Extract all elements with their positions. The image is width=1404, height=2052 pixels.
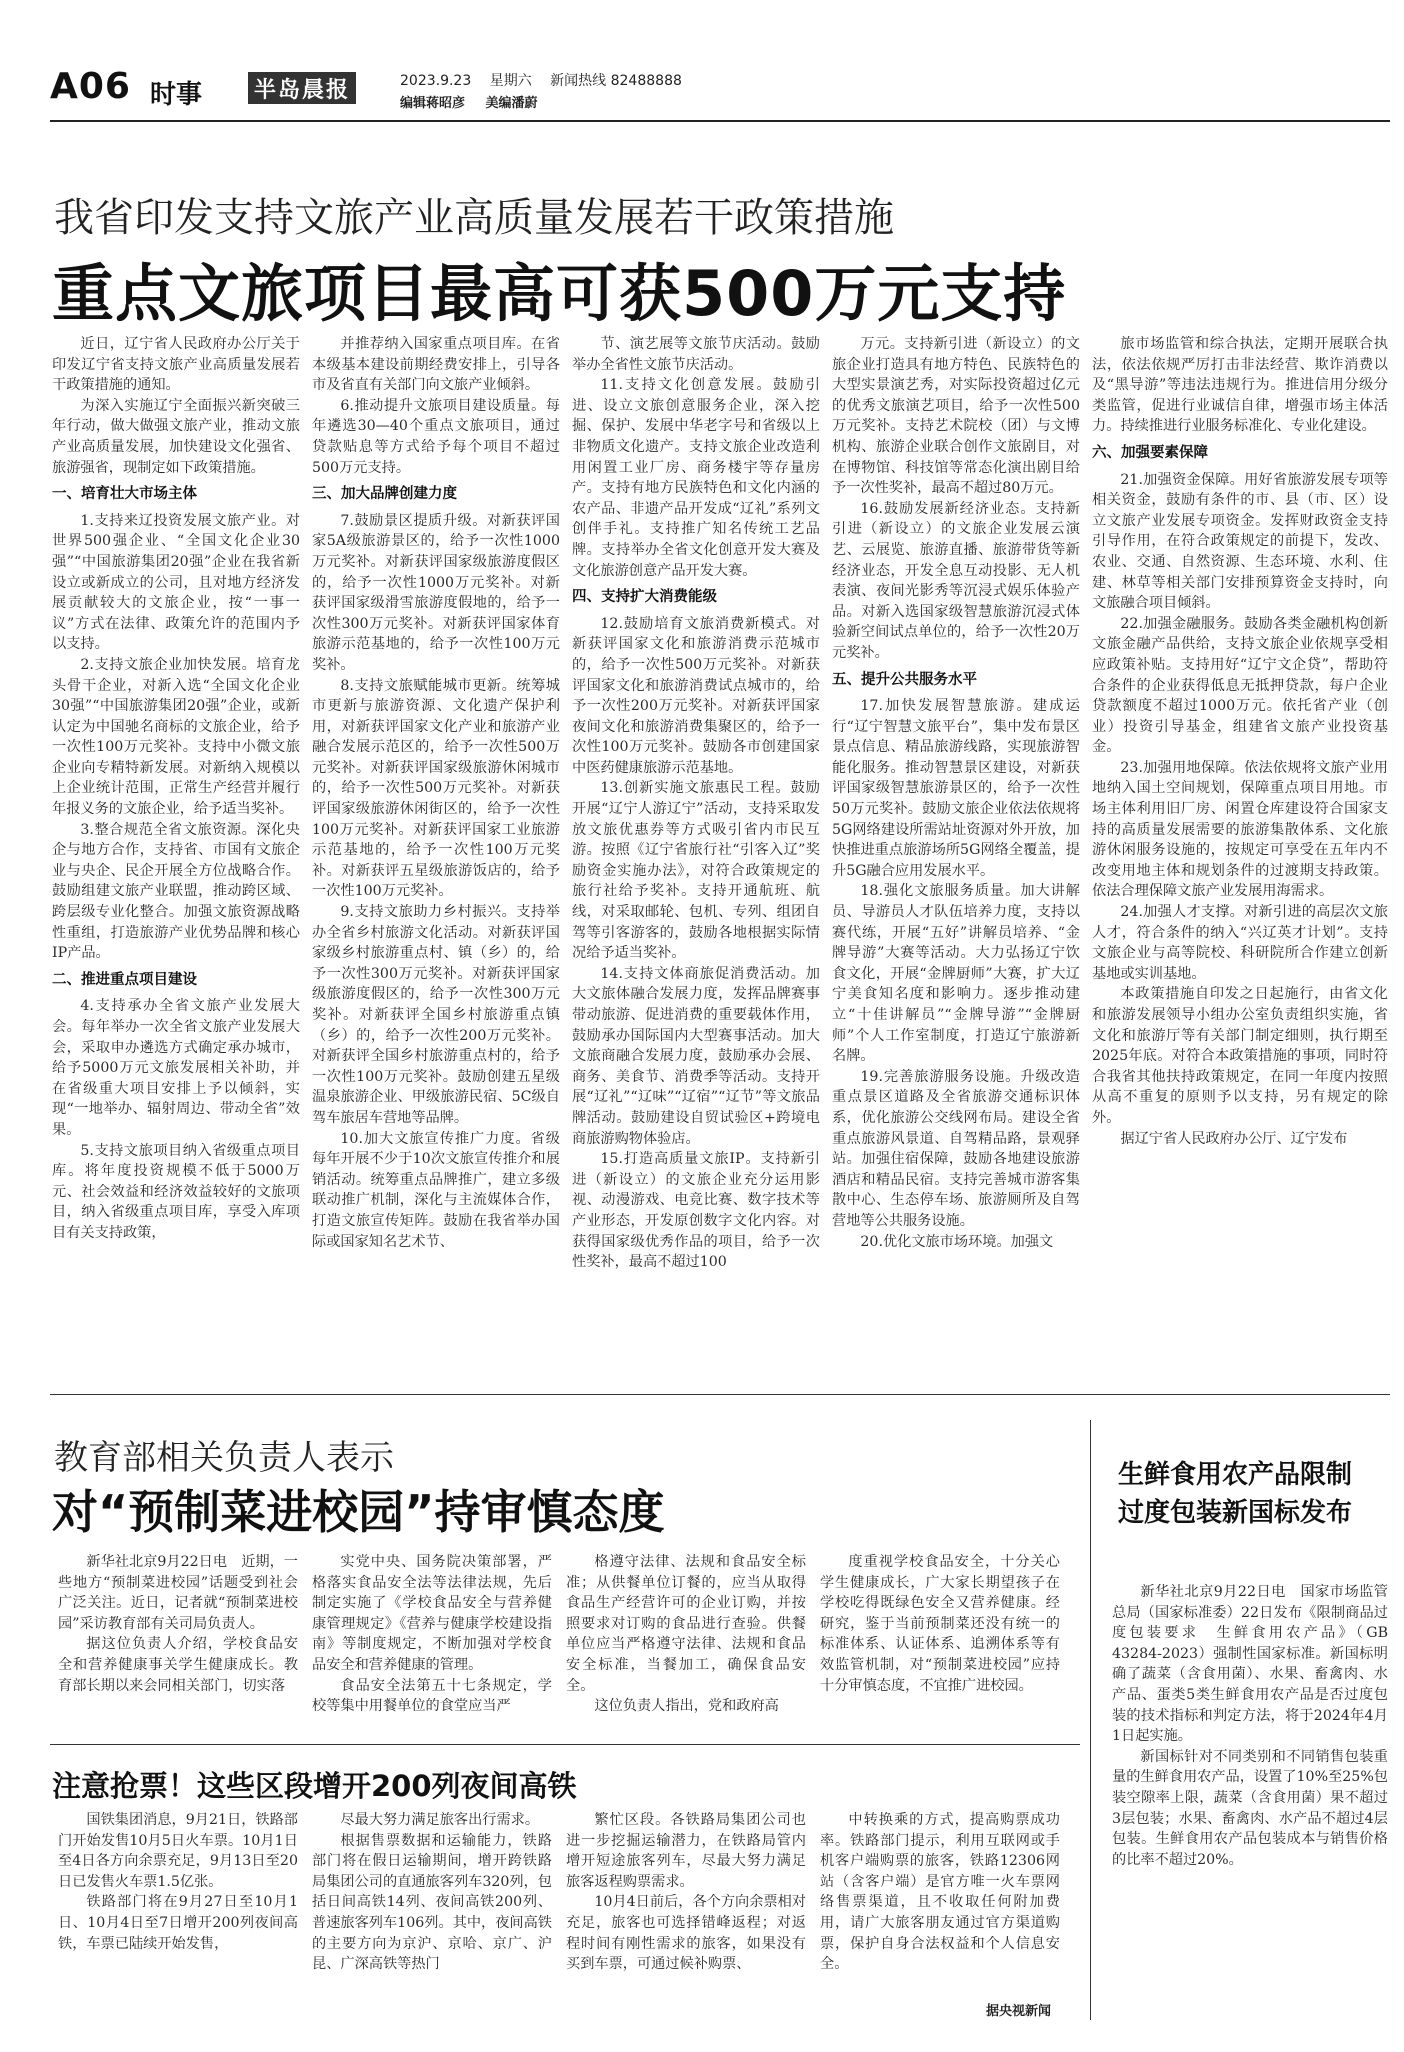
article2-headline: 对“预制菜进校园”持审慎态度 — [52, 1485, 665, 1539]
sidebar-divider — [1090, 1420, 1091, 2020]
header-meta — [400, 70, 696, 90]
article1-paragraph: 21.加强资金保障。用好省旅游发展专项等相关资金，鼓励有条件的市、县（市、区）设立文旅产业发展专项资金。发挥财政资金支持引导作用，在符合政策规定的前提下，发改、农业、交通、自然资源、生态环境、水利、住建、林草等相关部门安排预算资金支持时，向文旅融合项目倾斜。 — [1092, 471, 1388, 612]
article1-column-3 — [572, 334, 820, 1380]
section-divider — [50, 1394, 1390, 1395]
article1-paragraph: 20.优化文旅市场环境。加强文 — [860, 1233, 1054, 1250]
article3-paragraph: 根据售票数据和运输能力，铁路部门将在假日运输期间，增开跨铁路局集团公司的直通旅客列车320列，包括日间高铁14列、夜间高铁200列、普速旅客列车106列。其中，夜间高铁的主要方向为京沪、京哈、京广、沪昆、广深高铁等热门 — [312, 1832, 552, 1973]
article2-paragraph: 这位负责人指出，党和政府高 — [594, 1698, 779, 1715]
article1-paragraph: 12.鼓励培育文旅消费新模式。对新获评国家文化和旅游消费示范城市的，给予一次性500万元奖补。对新获评国家文化和旅游消费试点城市的，给予一次性200万元奖补。对新获评国家夜间文化和旅游消费集聚区的，给予一次性100万元奖补。鼓励各市创建国家中医药健康旅游示范基地。 — [572, 615, 820, 776]
article1-subheading: 四、支持扩大消费能级 — [572, 589, 717, 606]
article1-paragraph: 近日，辽宁省人民政府办公厅关于印发辽宁省支持文旅产业高质量发展若干政策措施的通知。 — [52, 336, 300, 394]
article1-column-5 — [1092, 334, 1388, 1380]
article1-paragraph: 7.鼓励景区提质升级。对新获评国家5A级旅游景区的，给予一次性1000万元奖补。对新获评国家级旅游度假区的，给予一次性1000万元奖补。对新获评国家级滑雪旅游度假地的，给予一次性300万元奖补。对新获评国家体育旅游示范基地的，给予一次性100万元奖补。 — [312, 512, 560, 673]
article1-paragraph: 10.加大文旅宣传推广力度。省级每年开展不少于10次文旅宣传推介和展销活动。统筹重点品牌推广，建立多级联动推广机制，深化与主流媒体合作，打造文旅宣传矩阵。鼓励在我省举办国际或国家知名艺术节、 — [312, 1130, 560, 1250]
header-editors — [400, 92, 554, 111]
article1-column-1 — [52, 334, 300, 1380]
sidebar-paragraph: 新华社北京9月22日电 国家市场监管总局（国家标准委）22日发布《限制商品过度包装要求 生鲜食用农产品》（GB 43284-2023）强制性国家标准。新国标明确了蔬菜（含食用菌）、水果、畜禽肉、水产品、蛋类5类生鲜食用农产品是否过度包装的技术指标和判定方法，将于2024年4月1日起实施。 — [1112, 1584, 1388, 1745]
article1-paragraph: 据辽宁省人民政府办公厅、辽宁发布 — [1120, 1130, 1348, 1147]
sidebar-title: 生鲜食用农产品限制过度包装新国标发布 — [1118, 1460, 1353, 1528]
article3-column-4 — [820, 1810, 1060, 1996]
article1-headline: 重点文旅项目最高可获500万元支持 — [52, 257, 1067, 330]
article3-headline: 注意抢票！这些区段增开200列夜间高铁 — [52, 1769, 577, 1803]
article1-paragraph: 18.强化文旅服务质量。加大讲解员、导游员人才队伍培养力度，支持以赛代练，开展“五好”讲解员培养、“金牌导游”大赛等活动。大力弘扬辽宁饮食文化，开展“金牌厨师”大赛，扩大辽宁美食知名度和影响力。逐步推动建立“十佳讲解员”“金牌导游”“金牌厨师”个人工作室制度，打造辽宁旅游新名牌。 — [832, 883, 1080, 1065]
article1-subheading: 六、加强要素保障 — [1092, 444, 1208, 461]
article1-paragraph: 5.支持文旅项目纳入省级重点项目库。将年度投资规模不低于5000万元、社会效益和经济效益较好的文旅项目，纳入省级重点项目库，享受入库项目有关支持政策， — [52, 1142, 300, 1241]
article1-paragraph: 6.推动提升文旅项目建设质量。每年遴选30—40个重点文旅项目，通过贷款贴息等方式给予每个项目不超过500万元支持。 — [312, 397, 560, 476]
article1-paragraph: 13.创新实施文旅惠民工程。鼓励开展“辽宁人游辽宁”活动，支持采取发放文旅优惠券等方式吸引省内市民互游。按照《辽宁省旅行社“引客入辽”奖励资金实施办法》，对符合政策规定的旅行社给予奖补。支持开通航班、航线，对采取邮轮、包机、专列、组团自驾等引客游客的，鼓励各地根据实际情况给予适当奖补。 — [572, 780, 820, 962]
article1-paragraph: 22.加强金融服务。鼓励各类金融机构创新文旅金融产品供给，支持文旅企业依规享受相应政策补贴。支持用好“辽宁文企贷”，帮助符合条件的企业获得低息无抵押贷款，每户企业贷款额度不超过1000万元。依托省产业（创业）投资引导基金，组建省文旅产业投资基金。 — [1092, 615, 1388, 756]
article1-paragraph: 1.支持来辽投资发展文旅产业。对世界500强企业、“全国文化企业30强”“中国旅游集团20强”企业在我省新设立或新成立的公司，且对地方经济发展贡献较大的文旅企业，按“一事一议”方式在法律、政策允许的范围内予以支持。 — [52, 512, 300, 653]
article3-column-1 — [58, 1810, 298, 2018]
article1-paragraph: 9.支持文旅助力乡村振兴。支持举办全省乡村旅游文化活动。对新获评国家级乡村旅游重点村、镇（乡）的，给予一次性300万元奖补。对新获评国家级旅游度假区的，给予一次性300万元奖补。对新获评全国乡村旅游重点镇（乡）的，给予一次性200万元奖补。对新获评全国乡村旅游重点村的，给予一次性100万元奖补。鼓励创建五星级温泉旅游企业、甲级旅游民宿、5C级自驾车旅居车营地等品牌。 — [312, 904, 560, 1126]
article1-paragraph: 11.支持文化创意发展。鼓励引进、设立文旅创意服务企业，深入挖掘、保护、发展中华老字号和省级以上非物质文化遗产。支持文旅企业改造利用闲置工业厂房、商务楼宇等存量房产。支持有地方民族特色和文化内涵的农产品、非遗产品开发成“辽礼”系列文创伴手礼。支持推广知名传统工艺品牌。支持举办全省文化创意开发大赛及文化旅游创意产品开发大赛。 — [572, 377, 820, 579]
issue-weekday: 星期六 — [489, 73, 532, 89]
section-name: 时事 — [150, 80, 203, 110]
newspaper-logo: 半岛晨报 — [248, 72, 356, 104]
article3-credit: 据央视新闻 — [986, 2004, 1052, 2019]
article2-column-4 — [820, 1552, 1060, 1734]
article1-kicker: 我省印发支持文旅产业高质量发展若干政策措施 — [54, 195, 894, 241]
article2-paragraph: 新华社北京9月22日电 近期，一些地方“预制菜进校园”话题受到社会广泛关注。近日，记者就“预制菜进校园”采访教育部有关司局负责人。 — [58, 1554, 298, 1632]
article3-paragraph: 尽最大努力满足旅客出行需求。 — [340, 1812, 540, 1828]
article2-paragraph: 据这位负责人介绍，学校食品安全和营养健康事关学生健康成长。教育部长期以来会同相关部门，切实落 — [58, 1636, 298, 1694]
article1-paragraph: 节、演艺展等文旅节庆活动。鼓励举办全省性文旅节庆活动。 — [572, 336, 820, 373]
article1-paragraph: 4.支持承办全省文旅产业发展大会。每年举办一次全省文旅产业发展大会，采取申办遴选方式确定承办城市，给予5000万元文旅发展相关补助，并在省级重大项目安排上予以倾斜，实现“一地举办、辐射周边、带动全省”效果。 — [52, 998, 300, 1138]
article1-paragraph: 15.打造高质量文旅IP。支持新引进（新设立）的文旅企业充分运用影视、动漫游戏、电竞比赛、数字技术等产业形态，开发原创数字文化内容。对获得国家级优秀作品的项目，给予一次性奖补，最高不超过100 — [572, 1151, 820, 1271]
news-hotline: 新闻热线 82488888 — [550, 73, 682, 89]
issue-date: 2023.9.23 — [400, 73, 472, 89]
article1-paragraph: 19.完善旅游服务设施。升级改造重点景区道路及全省旅游交通标识体系，优化旅游公交线网布局。建设全省重点旅游风景道、自驾精品路，景观驿站。加强住宿保障，鼓励各地建设旅游酒店和精品民宿。支持完善城市游客集散中心、生态停车场、旅游厕所及自驾营地等公共服务设施。 — [832, 1068, 1080, 1229]
article3-paragraph: 铁路部门将在9月27日至10月1日、10月4日至7日增开200列夜间高铁，车票已陆续开始发售， — [58, 1894, 298, 1952]
article1-subheading: 一、培育壮大市场主体 — [52, 486, 197, 503]
article2-kicker: 教育部相关负责人表示 — [54, 1438, 394, 1478]
designer-name: 美编潘蔚 — [485, 96, 538, 111]
article1-paragraph: 17.加快发展智慧旅游。建成运行“辽宁智慧文旅平台”，集中发布景区景点信息、精品旅游线路，实现旅游智能化服务。推动智慧景区建设，对新获评国家级智慧旅游景区的，给予一次性50万元奖补。鼓励文旅企业依法依规将5G网络建设所需站址资源对外开放，加快推进重点旅游场所5G网络全覆盖，提升5G融合应用发展水平。 — [832, 698, 1080, 879]
article1-paragraph: 并推荐纳入国家重点项目库。在省本级基本建设前期经费安排上，引导各市及省直有关部门向文旅产业倾斜。 — [312, 336, 560, 394]
article2-paragraph: 食品安全法第五十七条规定，学校等集中用餐单位的食堂应当严 — [312, 1677, 552, 1715]
article1-paragraph: 3.整合规范全省文旅资源。深化央企与地方合作，支持省、市国有文旅企业与央企、民企开展全方位战略合作。鼓励组建文旅产业联盟，推动跨区域、跨层级专业化整合。加强文旅资源战略性重组，打造旅游产业优势品牌和核心IP产品。 — [52, 821, 300, 962]
article1-paragraph: 14.支持文体商旅促消费活动。加大文旅体融合发展力度，发挥品牌赛事带动旅游、促进消费的重要载体作用，鼓励承办国际国内大型赛事活动。加大文旅商融合发展力度，鼓励承办会展、商务、美食节、消费季等活动。支持开展“辽礼”“辽味”“辽宿”“辽节”等文旅品牌活动。鼓励建设自贸试验区+跨境电商旅游购物体验店。 — [572, 965, 820, 1147]
article1-paragraph: 16.鼓励发展新经济业态。支持新引进（新设立）的文旅企业发展云演艺、云展览、旅游直播、旅游带货等新经济业态，开发全息互动投影、无人机表演、夜间光影秀等沉浸式娱乐体验产品。对新入选国家级智慧旅游沉浸式体验新空间试点单位的，给予一次性20万元奖补。 — [832, 500, 1080, 661]
article2-column-1 — [58, 1552, 298, 1734]
article2-column-3 — [566, 1552, 806, 1734]
article3-column-2 — [312, 1810, 552, 2018]
page-number: A06 — [50, 66, 131, 107]
article2-paragraph: 度重视学校食品安全，十分关心学生健康成长，广大家长期望孩子在学校吃得既绿色安全又营养健康。经研究，鉴于当前预制菜还没有统一的标准体系、认证体系、追溯体系等有效监管机制，对“预制菜进校园”应持十分审慎态度，不宜推广进校园。 — [820, 1554, 1060, 1694]
article1-paragraph: 2.支持文旅企业加快发展。培育龙头骨干企业，对新入选“全国文化企业30强”“中国旅游集团20强”企业，或新认定为中国驰名商标的文旅企业，给予一次性100万元奖补。支持中小微文旅企业向专精特新发展。对新纳入规模以上企业统计范围，正常生产经营并履行年报义务的文旅企业，给予适当奖补。 — [52, 656, 300, 818]
section-divider-2 — [50, 1744, 1080, 1745]
article1-paragraph: 23.加强用地保障。依法依规将文旅产业用地纳入国土空间规划，保障重点项目用地。市场主体利用旧厂房、闲置仓库建设符合国家支持的高质量发展需要的旅游集散体系、文化旅游休闲服务设施的，按规定可享受在五年内不改变用地主体和规划条件的过渡期支持政策。依法合理保障文旅产业发展用海需求。 — [1092, 759, 1388, 900]
header-rule — [50, 120, 1390, 122]
sidebar-paragraph: 新国标针对不同类别和不同销售包装重量的生鲜食用农产品，设置了10%至25%包装空隙率上限，蔬菜（含食用菌）果不超过3层包装；水果、畜禽肉、水产品不超过4层包装。生鲜食用农产品包装成本与销售价格的比率不超过20%。 — [1112, 1748, 1388, 1868]
article1-subheading: 二、推进重点项目建设 — [52, 971, 197, 988]
editor-name: 编辑蒋昭彦 — [400, 96, 466, 111]
article1-paragraph: 本政策措施自印发之日起施行，由省文化和旅游发展领导小组办公室负责组织实施，省文化和旅游厅等有关部门制定细则，执行期至2025年底。对符合本政策措施的事项，同时符合我省其他扶持政策规定，在同一年度内按照从高不重复的原则予以支持，另有规定的除外。 — [1092, 986, 1388, 1126]
article1-paragraph: 24.加强人才支撑。对新引进的高层次文旅人才，符合条件的纳入“兴辽英才计划”。支持文旅企业与高等院校、科研院所合作建立创新基地或实训基地。 — [1092, 904, 1388, 982]
article3-paragraph: 中转换乘的方式，提高购票成功率。铁路部门提示，利用互联网或手机客户端购票的旅客，铁路12306网站（含客户端）是官方唯一火车票网络售票渠道，且不收取任何附加费用，请广大旅客朋友通过官方渠道购票，保护自身合法权益和个人信息安全。 — [820, 1812, 1060, 1973]
article1-subheading: 五、提升公共服务水平 — [832, 671, 977, 688]
article3-paragraph: 10月4日前后，各个方向余票相对充足，旅客也可选择错峰返程；对返程时间有刚性需求的旅客，如果没有买到车票，可通过候补购票、 — [566, 1894, 806, 1973]
article3-paragraph: 繁忙区段。各铁路局集团公司也进一步挖掘运输潜力，在铁路局管内增开短途旅客列车，尽最大努力满足旅客返程购票需求。 — [566, 1812, 806, 1890]
article1-column-4 — [832, 334, 1080, 1380]
article2-paragraph: 实党中央、国务院决策部署，严格落实食品安全法等法律法规，先后制定实施了《学校食品安全与营养健康管理规定》《营养与健康学校建设指南》等制度规定，不断加强对学校食品安全和营养健康的管理。 — [312, 1554, 552, 1673]
article1-paragraph: 为深入实施辽宁全面振兴新突破三年行动，做大做强文旅产业，推动文旅产业高质量发展，加快建设文化强省、旅游强省，现制定如下政策措施。 — [52, 397, 300, 476]
article1-paragraph: 8.支持文旅赋能城市更新。统筹城市更新与旅游资源、文化遗产保护利用，对新获评国家文化产业和旅游产业融合发展示范区的，给予一次性500万元奖补。对新获评国家级旅游休闲城市的，给予一次性500万元奖补。对新获评国家级旅游休闲街区的，给予一次性100万元奖补。对新获评国家工业旅游示范基地的，给予一次性100万元奖补。对新获评五星级旅游饭店的，给予一次性100万元奖补。 — [312, 677, 560, 900]
article3-column-3 — [566, 1810, 806, 2018]
article1-paragraph: 旅市场监管和综合执法，定期开展联合执法，依法依规严厉打击非法经营、欺诈消费以及“黑导游”等违法违规行为。推进信用分级分类监管，促进行业诚信自律，增强市场主体活力。持续推进行业服务标准化、专业化建设。 — [1092, 336, 1388, 435]
article2-paragraph: 格遵守法律、法规和食品安全标准；从供餐单位订餐的，应当从取得食品生产经营许可的企业订购，并按照要求对订购的食品进行查验。供餐单位应当严格遵守法律、法规和食品安全标准，当餐加工，确保食品安全。 — [566, 1554, 806, 1694]
sidebar-body — [1112, 1582, 1388, 2022]
article3-paragraph: 国铁集团消息，9月21日，铁路部门开始发售10月5日火车票。10月1日至4日各方向余票充足，9月13日至20日已发售火车票1.5亿张。 — [58, 1812, 298, 1890]
article1-paragraph: 万元。支持新引进（新设立）的文旅企业打造具有地方特色、民族特色的大型实景演艺秀，对实际投资超过亿元的优秀文旅演艺项目，给予一次性500万元奖补。支持艺术院校（团）与文博机构、旅游企业联合创作文旅剧目，对在博物馆、科技馆等常态化演出剧目给予一次性奖补，最高不超过80万元。 — [832, 336, 1080, 497]
article2-column-2 — [312, 1552, 552, 1734]
article1-subheading: 三、加大品牌创建力度 — [312, 486, 457, 503]
article1-column-2 — [312, 334, 560, 1380]
